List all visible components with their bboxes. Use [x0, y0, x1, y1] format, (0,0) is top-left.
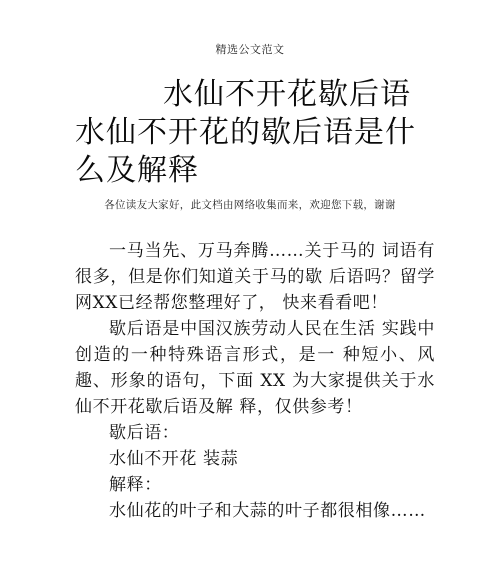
paragraph-intro: 一马当先、万马奔腾……关于马的 词语有很多，但是你们知道关于马的歇 后语吗？留学网XX已经帮您整理好了， 快来看看吧！: [75, 241, 435, 313]
riddle-label: 歇后语：: [109, 423, 180, 443]
download-notice: 各位读友大家好，此文档由网络收集而来，欢迎您下载，谢谢: [104, 199, 396, 211]
document-title: [75, 76, 435, 190]
paragraph-description: 歇后语是中国汉族劳动人民在生活 实践中创造的一种特殊语言形式，是一 种短小、风趣、形象的语句，下面 XX 为大家提供关于水仙不开花歇后语及解 释，仅供参考！: [75, 319, 435, 417]
title-line-3: 么及解释: [75, 153, 199, 188]
explanation-text: 水仙花的叶子和大蒜的叶子都很相像……: [109, 501, 426, 521]
title-line-2: 水仙不开花的歇后语是什: [75, 115, 416, 150]
title-line-1: 水仙不开花歇后语: [163, 77, 411, 112]
riddle-text: 水仙不开花 装蒜: [109, 449, 239, 469]
explanation-label: 解释：: [109, 475, 162, 495]
document-body: [75, 238, 435, 524]
page-header: 精选公文范文: [215, 43, 285, 56]
